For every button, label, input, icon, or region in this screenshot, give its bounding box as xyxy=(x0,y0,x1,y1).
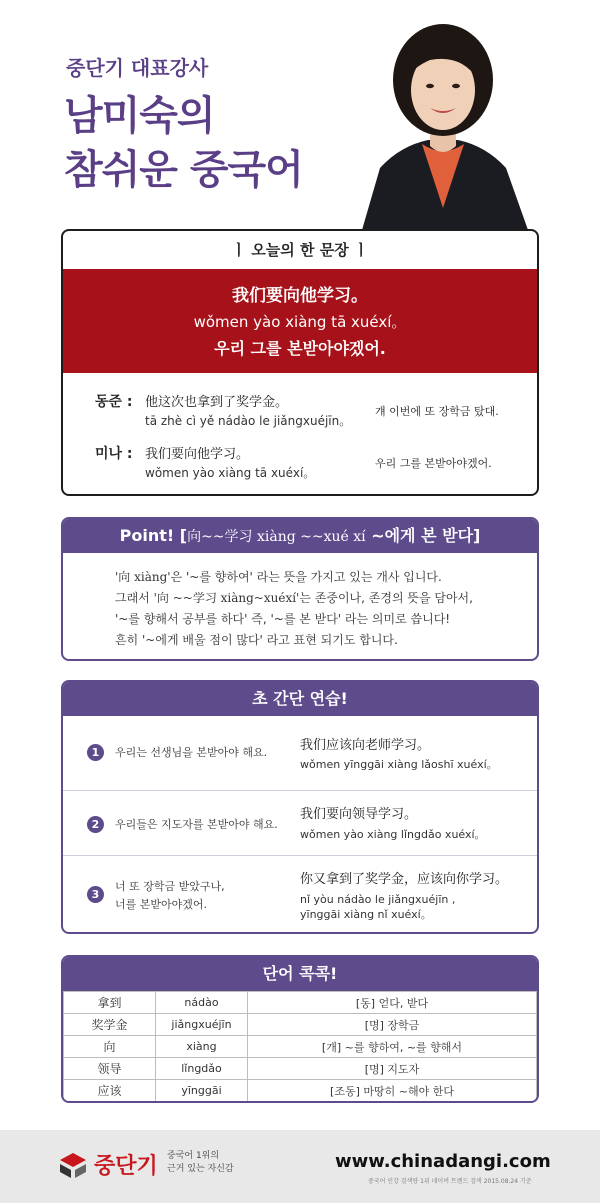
dialogue-pinyin: wǒmen yào xiàng tā xuéxí。 xyxy=(145,466,316,480)
vocab-meaning: [명] 장학금 xyxy=(248,1014,537,1036)
vocab-word: 向 xyxy=(64,1036,156,1058)
vocab-pinyin: yīnggāi xyxy=(156,1080,248,1102)
grammar-point-body xyxy=(63,553,537,651)
footer-note: 중국어 인강 검색량 1위 네이버 트렌드 검색 2015.08.24 기준 xyxy=(368,1178,532,1185)
practice-item-korean-line2: 너를 본받아야겠어. xyxy=(115,898,208,911)
vocabulary-heading: 단어 콕콕! xyxy=(63,957,537,991)
brand-logo-icon xyxy=(58,1150,88,1180)
table-row xyxy=(64,1058,537,1080)
sentence-korean: 우리 그를 본받아야겠어. xyxy=(214,339,386,358)
vocab-pinyin: jiǎngxuéjīn xyxy=(156,1014,248,1036)
grammar-point-heading xyxy=(63,519,537,553)
vocab-pinyin: nádào xyxy=(156,992,248,1014)
header xyxy=(0,0,600,230)
practice-item-number: 1 xyxy=(87,744,104,761)
vocabulary-table xyxy=(63,991,537,1102)
vocab-pinyin: lǐngdǎo xyxy=(156,1058,248,1080)
dialogue-chinese: 他这次也拿到了奖学金。 xyxy=(145,395,289,410)
practice-heading: 초 간단 연습! xyxy=(63,682,537,716)
table-row xyxy=(64,1036,537,1058)
point-line xyxy=(115,588,537,609)
sentence-of-the-day-card xyxy=(61,229,539,496)
practice-item-pinyin: nǐ yòu nádào le jiǎngxuéjīn , xyxy=(300,893,456,906)
brand-tagline xyxy=(167,1150,234,1176)
vocab-meaning: [개] ~를 향하여, ~를 향해서 xyxy=(248,1036,537,1058)
point-line-text: 는 존중이나, 존경의 뜻을 담아서, xyxy=(299,591,473,605)
header-subtitle: 중단기 대표강사 xyxy=(66,56,209,80)
practice-item-pinyin: wǒmen yīnggāi xiàng lǎoshī xuéxí。 xyxy=(300,758,498,771)
sentence-highlight-box xyxy=(63,269,537,373)
instructor-portrait xyxy=(350,18,535,230)
sentence-pinyin: wǒmen yào xiàng tā xuéxí。 xyxy=(193,313,407,331)
practice-item xyxy=(63,790,537,855)
practice-item-korean: 우리들은 지도자를 본받아야 해요. xyxy=(115,818,278,831)
brand-tagline-line2: 근거 있는 자신감 xyxy=(167,1164,234,1174)
point-heading-suffix: ~에게 본 받다] xyxy=(365,526,481,545)
dialogue-pinyin: tā zhè cì yě nádào le jiǎngxuéjīn。 xyxy=(145,414,352,428)
practice-item-chinese: 你又拿到了奖学金，应该向你学习。 xyxy=(300,872,509,887)
brand-tagline-line1: 중국어 1위의 xyxy=(167,1151,220,1161)
header-title-line2: 참쉬운 중국어 xyxy=(64,147,303,193)
point-heading-chinese: 向~~学习 xiàng ~~xué xí xyxy=(187,529,366,545)
practice-card xyxy=(61,680,539,934)
practice-item xyxy=(63,716,537,790)
vocab-word: 领导 xyxy=(64,1058,156,1080)
point-line xyxy=(115,609,537,630)
practice-item-number: 2 xyxy=(87,816,104,833)
table-row xyxy=(64,1080,537,1102)
header-title-line1: 남미숙의 xyxy=(64,93,215,139)
practice-item-number: 3 xyxy=(87,886,104,903)
vocab-word: 拿到 xyxy=(64,992,156,1014)
dialogue-speaker: 미나 : xyxy=(95,446,133,462)
dialogue-korean: 우리 그를 본받아야겠어. xyxy=(375,457,492,470)
dialogue-speaker: 동준 : xyxy=(95,394,133,410)
practice-item-korean: 너 또 장학금 받았구나, xyxy=(115,880,225,893)
point-line-text: 은 '~를 향하여' 라는 뜻을 가지고 있는 개사 입니다. xyxy=(170,570,442,584)
practice-item-chinese: 我们要向领导学习。 xyxy=(300,807,418,822)
table-row xyxy=(64,992,537,1014)
vocab-meaning: [조동] 마땅히 ~해야 한다 xyxy=(248,1080,537,1102)
point-line xyxy=(115,630,537,651)
dialogue-chinese: 我们要向他学习。 xyxy=(145,447,250,462)
brand-name: 중단기 xyxy=(94,1154,158,1179)
point-line-text: '~를 향해서 공부를 하다' 즉, '~를 본 받다' 라는 의미로 씁니다! xyxy=(115,612,451,626)
sentence-card-heading: ㅣ 오늘의 한 문장 ㅣ xyxy=(231,241,369,259)
point-heading-prefix: Point! [ xyxy=(119,526,188,545)
point-line xyxy=(115,567,537,588)
vocab-word: 奖学金 xyxy=(64,1014,156,1036)
practice-item-chinese: 我们应该向老师学习。 xyxy=(300,738,431,753)
vocab-word: 应该 xyxy=(64,1080,156,1102)
website-link[interactable]: www.chinadangi.com xyxy=(335,1151,551,1172)
table-row xyxy=(64,1014,537,1036)
practice-item-korean: 우리는 선생님을 본받아야 해요. xyxy=(115,746,268,759)
point-line-text: 흔히 '~에게 배울 점이 많다' 라고 표현 되기도 합니다. xyxy=(115,633,398,647)
footer xyxy=(0,1130,600,1203)
grammar-point-card xyxy=(61,517,539,661)
vocabulary-card xyxy=(61,955,539,1103)
dialogue-korean: 걔 이번에 또 장학금 탔대. xyxy=(375,405,499,418)
sentence-chinese: 我们要向他学习。 xyxy=(232,286,368,306)
point-line-cn: 그래서 '向 ~~学习 xiàng~xuéxí' xyxy=(115,591,300,605)
practice-item-pinyin-line2: yīnggāi xiàng nǐ xuéxí。 xyxy=(300,908,432,921)
vocab-meaning: [명] 지도자 xyxy=(248,1058,537,1080)
point-line-cn: '向 xiàng' xyxy=(115,570,171,584)
practice-item xyxy=(63,855,537,932)
vocab-pinyin: xiàng xyxy=(156,1036,248,1058)
practice-item-pinyin: wǒmen yào xiàng lǐngdǎo xuéxí。 xyxy=(300,828,486,841)
vocab-meaning: [동] 얻다, 받다 xyxy=(248,992,537,1014)
